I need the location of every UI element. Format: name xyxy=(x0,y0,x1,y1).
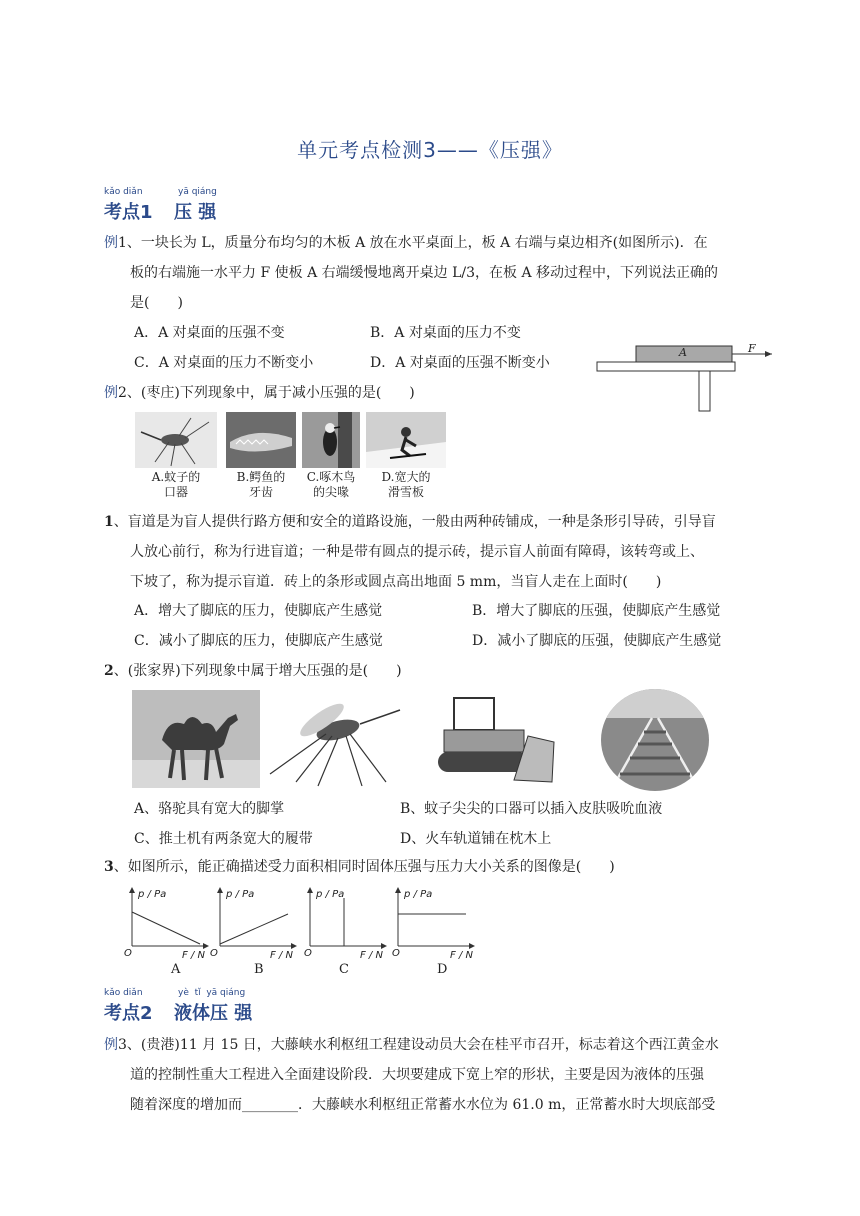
ex1-label: 例 xyxy=(104,235,118,251)
bulldozer-photo xyxy=(424,690,560,788)
graph-d-y-axis: p / Pa xyxy=(404,889,433,900)
ex1-line-1: 例1、一块长为 L，质量分布均匀的木板 A 放在水平桌面上，板 A 右端与桌边相齐(如图所示)．在 xyxy=(104,235,708,251)
section1-label: 考点1 xyxy=(104,202,153,223)
q1-line-1: 1、盲道是为盲人提供行路方便和安全的道路设施，一般由两种砖铺成，一种是条形引导砖，引导盲 xyxy=(104,514,716,530)
section2-label: 考点2 xyxy=(104,1003,153,1024)
q2-option-b: B、蚊子尖尖的口器可以插入皮肤吸吮血液 xyxy=(400,801,663,817)
graph-b-label: B xyxy=(254,962,264,977)
q2-option-d: D、火车轨道铺在枕木上 xyxy=(400,831,552,847)
ex2-caption-b: B.鳄鱼的 牙齿 xyxy=(236,470,286,499)
board-label: A xyxy=(679,346,687,359)
graph-c-y-axis: p / Pa xyxy=(316,889,345,900)
ex2-caption-d: D.宽大的 滑雪板 xyxy=(381,470,431,499)
q2-option-c: C、推土机有两条宽大的履带 xyxy=(134,831,313,847)
graph-a-y-axis: p / Pa xyxy=(138,889,167,900)
ex1-line-3: 是( ) xyxy=(130,295,183,311)
mosquito-photo-2 xyxy=(266,686,406,792)
graph-d-origin: O xyxy=(392,948,400,959)
ex3-line-1: 例3、(贵港)11 月 15 日，大藤峡水利枢纽工程建设动员大会在桂平市召开，标志着这个西江黄金水 xyxy=(104,1037,719,1053)
q3-line: 3、如图所示，能正确描述受力面积相同时固体压强与压力大小关系的图像是( ) xyxy=(104,859,615,875)
ex1-option-d: D．A 对桌面的压强不断变小 xyxy=(370,355,550,371)
ex2-caption-c: C.啄木鸟 的尖喙 xyxy=(306,470,356,499)
ex1-option-a: A．A 对桌面的压强不变 xyxy=(134,325,285,341)
graph-b-x-axis: F / N xyxy=(270,950,293,961)
ex3-label: 例 xyxy=(104,1037,118,1053)
ex1-line-2: 板的右端施一水平力 F 使板 A 右端缓慢地离开桌边 L/3，在板 A 移动过程中，下列说法正确的 xyxy=(130,265,719,281)
section1-pinyin-2: yā qiáng xyxy=(178,187,217,197)
woodpecker-photo xyxy=(302,412,360,468)
q1-line-2: 人放心前行，称为行进盲道；一种是带有圆点的提示砖，提示盲人前面有障碍，该转弯或上、 xyxy=(130,544,704,560)
ex2-label: 例 xyxy=(104,385,118,401)
graph-a-label: A xyxy=(171,962,181,977)
q3-number: 3 xyxy=(104,859,114,875)
railway-photo xyxy=(600,688,710,792)
force-label: F xyxy=(748,342,756,355)
ex1-option-b: B．A 对桌面的压力不变 xyxy=(370,325,521,341)
graph-b-origin: O xyxy=(210,948,218,959)
q2-line: 2、(张家界)下列现象中属于增大压强的是( ) xyxy=(104,663,402,679)
camel-photo xyxy=(132,690,260,788)
ex3-line-3: 随着深度的增加而________．大藤峡水利枢纽正常蓄水水位为 61.0 m，正常蓄水时大坝底部受 xyxy=(130,1097,716,1113)
section1-pinyin-1: kǎo diǎn xyxy=(104,187,143,197)
q2-option-a: A、骆驼具有宽大的脚掌 xyxy=(134,801,285,817)
graph-c-origin: O xyxy=(304,948,312,959)
section2-name: 液体压 强 xyxy=(174,1003,253,1024)
graph-b-y-axis: p / Pa xyxy=(226,889,255,900)
mosquito-photo xyxy=(135,412,217,468)
ex3-line-2: 道的控制性重大工程进入全面建设阶段．大坝要建成下宽上窄的形状，主要是因为液体的压强 xyxy=(130,1067,704,1083)
page-title: 单元考点检测3——《压强》 xyxy=(297,138,563,162)
graph-d-label: D xyxy=(437,962,448,977)
q1-option-d: D．减小了脚底的压强，使脚底产生感觉 xyxy=(472,633,722,649)
ex1-option-c: C．A 对桌面的压力不断变小 xyxy=(134,355,314,371)
ex2-line: 例2、(枣庄)下列现象中，属于减小压强的是( ) xyxy=(104,385,415,401)
section2-pinyin-1: kǎo diǎn xyxy=(104,988,143,998)
q1-option-c: C．减小了脚底的压力，使脚底产生感觉 xyxy=(134,633,383,649)
ex2-caption-a: A.蚊子的 口器 xyxy=(151,470,201,499)
section2-pinyin-2: yè tǐ yā qiáng xyxy=(178,988,246,998)
graph-a-x-axis: F / N xyxy=(182,950,205,961)
graph-a-origin: O xyxy=(124,948,132,959)
section1-name: 压 强 xyxy=(174,202,217,223)
q1-line-3: 下坡了，称为提示盲道．砖上的条形或圆点高出地面 5 mm，当盲人走在上面时( ) xyxy=(130,574,662,590)
graph-d-x-axis: F / N xyxy=(450,950,473,961)
q1-option-b: B．增大了脚底的压强，使脚底产生感觉 xyxy=(472,603,721,619)
graph-c-label: C xyxy=(339,962,349,977)
graph-c-x-axis: F / N xyxy=(360,950,383,961)
crocodile-photo xyxy=(226,412,296,468)
skier-photo xyxy=(366,412,446,468)
q2-number: 2 xyxy=(104,663,114,679)
q1-number: 1 xyxy=(104,514,114,530)
q1-option-a: A．增大了脚底的压力，使脚底产生感觉 xyxy=(134,603,383,619)
